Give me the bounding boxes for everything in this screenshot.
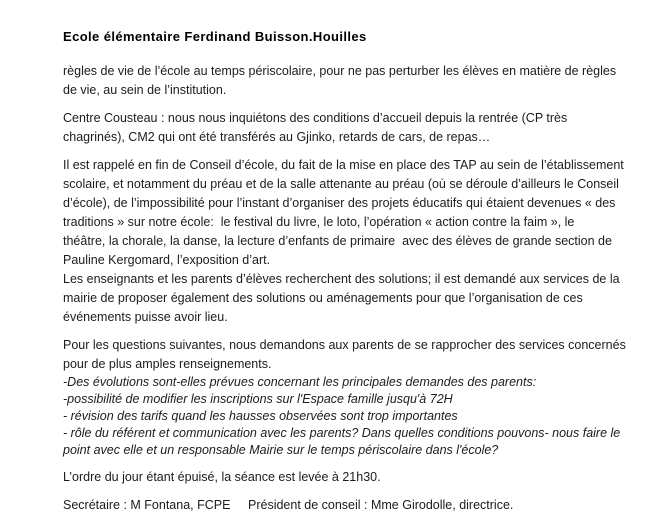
text-line: d’école), de l’impossibilité pour l’instant d’organiser des projets éducatifs qui étaient devenues « des [63, 196, 616, 210]
text-line: L’ordre du jour étant épuisé, la séance est levée à 21h30. [63, 470, 381, 484]
text-line: point avec elle et un responsable Mairie sur le temps périscolaire dans l'école? [63, 443, 499, 457]
signature-president: Président de conseil : Mme Girodolle, directrice. [248, 498, 514, 512]
text-line: scolaire, et notamment du préau et de la salle attenante au préau (où se déroule d’ailleurs le Conseil [63, 177, 619, 191]
text-line: traditions » sur notre école: le festival du livre, le loto, l’opération « action contre la faim », le [63, 215, 575, 229]
paragraph-intro [63, 62, 617, 100]
text-line: Pauline Kergomard, l’exposition d’art. [63, 253, 271, 267]
paragraph-conseil-tap [63, 156, 624, 327]
text-line: Les enseignants et les parents d’élèves recherchent des solutions; il est demandé aux services de la [63, 272, 620, 286]
paragraph-questions [63, 336, 626, 374]
text-line: -Des évolutions sont-elles prévues concernant les principales demandes des parents: [63, 375, 537, 389]
text-line: chagrinés), CM2 qui ont été transférés au Gjinko, retards de cars, de repas… [63, 130, 491, 144]
signature-row [63, 496, 617, 515]
text-line: de vie, au sein de l’institution. [63, 83, 227, 97]
text-line: - révision des tarifs quand les hausses observées sont trop importantes [63, 409, 458, 423]
text-line: Pour les questions suivantes, nous demandons aux parents de se rapprocher des services concernés [63, 338, 626, 352]
text-line: pour de plus amples renseignements. [63, 357, 272, 371]
text-line: Il est rappelé en fin de Conseil d’école, du fait de la mise en place des TAP au sein de l’établissement [63, 158, 624, 172]
document-title: Ecole élémentaire Ferdinand Buisson.Houilles [63, 29, 367, 44]
text-line: -possibilité de modifier les inscriptions sur l'Espace famille jusqu'à 72H [63, 392, 453, 406]
text-line: mairie de proposer également des solutions ou aménagements pour que l’organisation de ces [63, 291, 583, 305]
text-line: - rôle du référent et communication avec les parents? Dans quelles conditions pouvons- nous faire le [63, 426, 621, 440]
paragraph-questions-list [63, 374, 621, 459]
signature-secretary: Secrétaire : M Fontana, FCPE [63, 498, 231, 512]
text-line: théâtre, la chorale, la danse, la lecture d’enfants de primaire avec des élèves de grande section de [63, 234, 612, 248]
text-line: règles de vie de l’école au temps périscolaire, pour ne pas perturber les élèves en matière de règles [63, 64, 617, 78]
text-line: événements puisse avoir lieu. [63, 310, 228, 324]
text-line: Centre Cousteau : nous nous inquiétons des conditions d’accueil depuis la rentrée (CP très [63, 111, 568, 125]
paragraph-centre-cousteau [63, 109, 617, 147]
paragraph-closing [63, 468, 617, 487]
